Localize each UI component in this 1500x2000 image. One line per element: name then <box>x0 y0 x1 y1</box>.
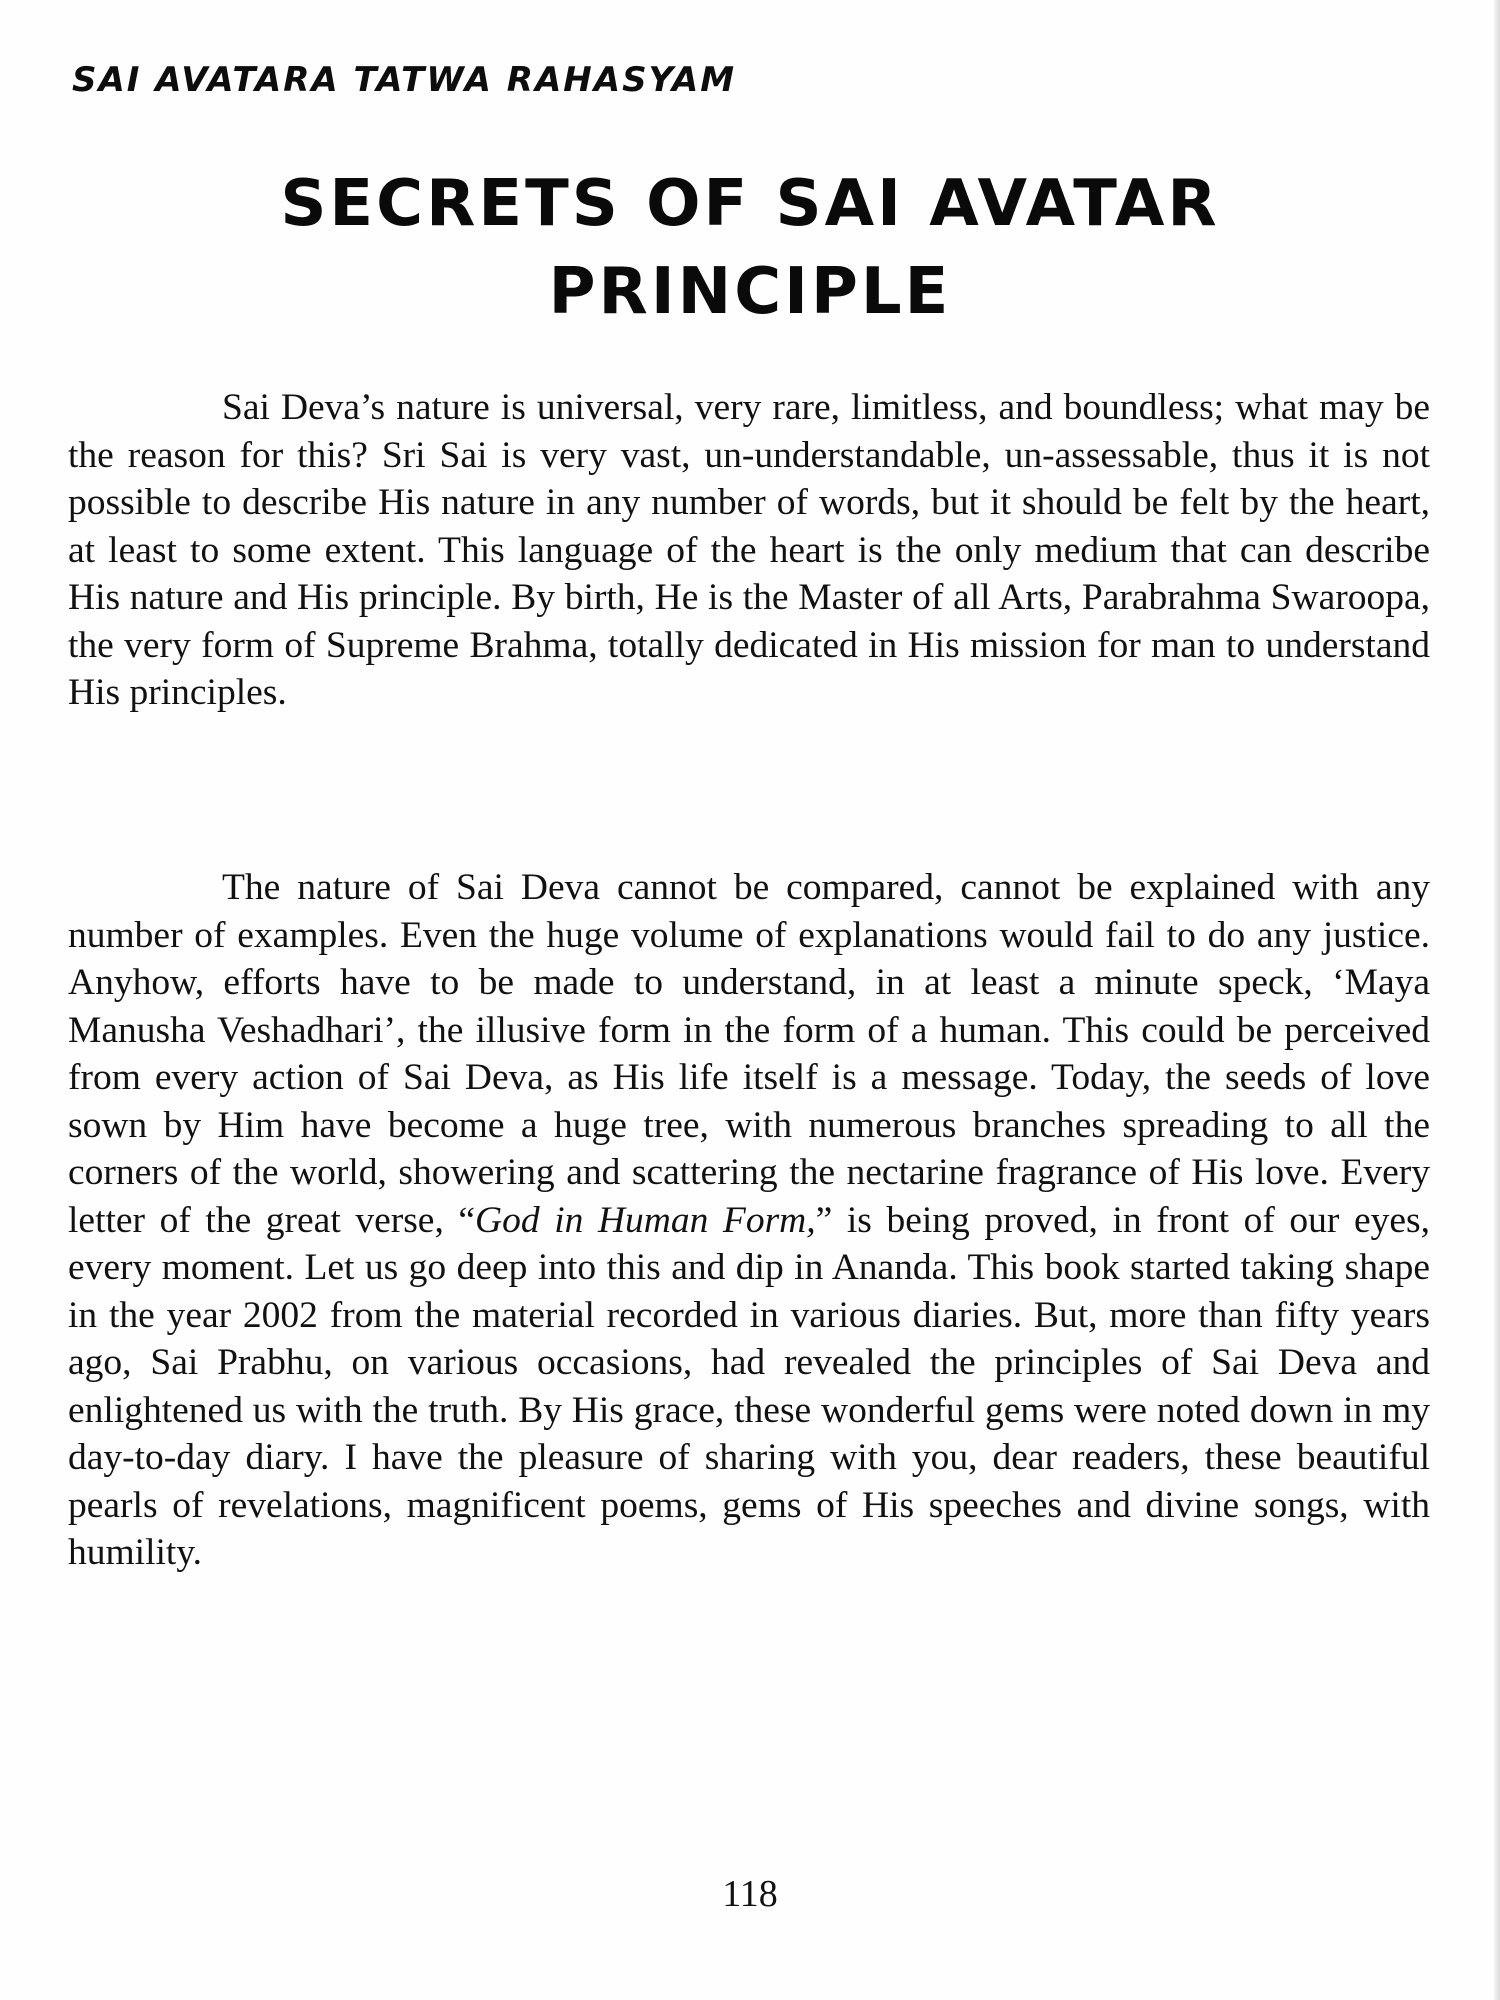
chapter-title-line-2: PRINCIPLE <box>548 255 952 329</box>
paragraph-1 <box>68 384 1430 717</box>
chapter-title <box>150 160 1350 336</box>
page-number: 118 <box>722 1873 778 1915</box>
running-head: SAI AVATARA TATWA RAHASYAM <box>72 60 737 100</box>
chapter-title-line-1: SECRETS OF SAI AVATAR <box>280 167 1220 241</box>
quoted-verse: God in Human Form, <box>475 1199 816 1241</box>
page-edge-shadow <box>1494 0 1500 2000</box>
paragraph-2-text-start: The nature of Sai Deva cannot be compared, cannot be explained with any number of examples. Even the huge volume of explanations would fail to do any justice. Anyhow, efforts have to be made to understand, in at least a minute speck, ‘Maya Manusha Veshadhari’, the illusive form in the form of a human. This could be perceived from every action of Sai Deva, as His life itself is a message. Today, the seeds of love sown by Him have become a huge tree, with numerous branches spreading to all the corners of the world, showering and scattering the nectarine fragrance of His love. Every letter of the great verse, “ <box>68 867 1430 1241</box>
paragraph-2 <box>68 864 1430 1577</box>
paragraph-1-text: Sai Deva’s nature is universal, very rare, limitless, and boundless; what may be the reason for this? Sri Sai is very vast, un-understandable, un-assessable, thus it is not possible to describe His nature in any number of words, but it should be felt by the heart, at least to some extent. This language of the heart is the only medium that can describe His nature and His principle. By birth, He is the Master of all Arts, Parabrahma Swaroopa, the very form of Supreme Brahma, totally dedicated in His mission for man to understand His principles. <box>68 387 1430 713</box>
paragraph-2-text-end: ” is being proved, in front of our eyes, every moment. Let us go deep into this and dip in Ananda. This book started taking shape in the year 2002 from the material recorded in various diaries. But, more than fifty years ago, Sai Prabhu, on various occasions, had revealed the principles of Sai Deva and enlightened us with the truth. By His grace, these wonderful gems were noted down in my day-to-day diary. I have the pleasure of sharing with you, dear readers, these beautiful pearls of revelations, magnificent poems, gems of His speeches and divine songs, with humility. <box>68 1199 1430 1573</box>
